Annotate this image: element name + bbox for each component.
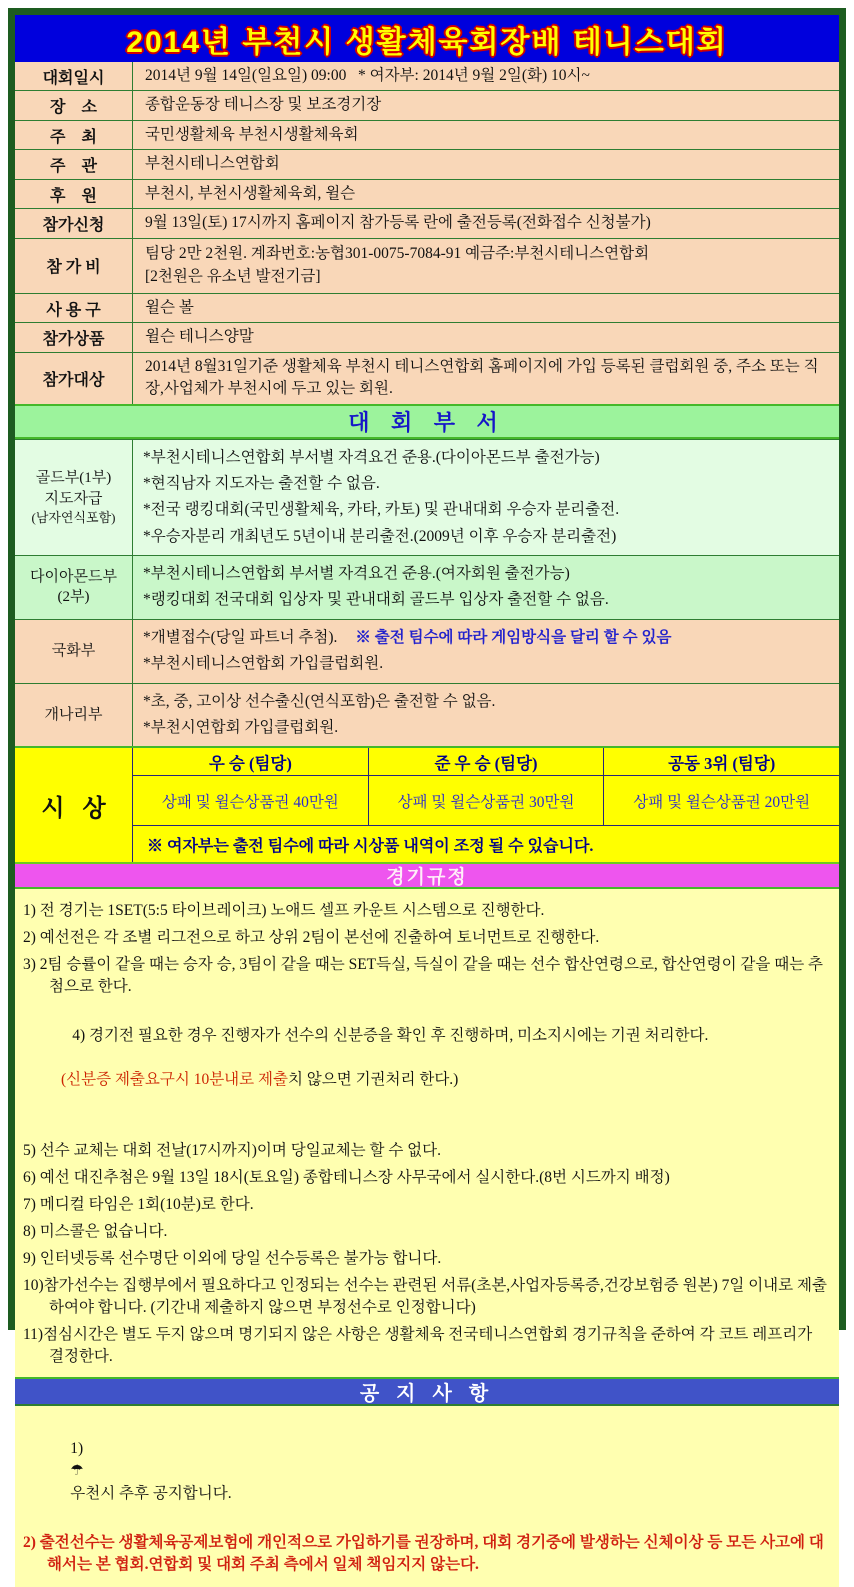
division-rule: *전국 랭킹대회(국민생활체육, 카타, 카토) 및 관내대회 우승자 분리출전.	[143, 501, 620, 519]
rule-item: 8) 미스콜은 없습니다.	[23, 1223, 168, 1241]
awards-col-header-third: 공동 3위 (팀당)	[604, 748, 839, 776]
info-table	[15, 62, 839, 404]
row-label: 장 소	[15, 91, 133, 119]
rule-item: 11)점심시간은 별도 두지 않으며 명기되지 않은 사항은 생활체육 전국테니스연합회 경기규칙을 준하여 각 코트 레프리가 결정한다.	[23, 1326, 817, 1366]
rule-item: 9) 인터넷등록 선수명단 이외에 당일 선수등록은 불가능 합니다.	[23, 1250, 442, 1268]
division-rule: *부천시테니스연합회 부서별 자격요건 준용.(다이아몬드부 출전가능)	[143, 448, 600, 466]
section-title: 경기규정	[386, 867, 468, 889]
rule-item: 2) 예선전은 각 조별 리그전으로 하고 상위 2팀이 본선에 진출하여 토너먼트로 진행한다.	[23, 929, 600, 947]
rule-item: 10)참가선수는 집행부에서 필요하다고 인정되는 선수는 관련된 서류(초본,사업자등록증,건강보험증 원본) 7일 이내로 제출하여야 합니다. (기간내 제출하지 않으면 부정선수로 인정합니다)	[23, 1277, 827, 1317]
table-row-registration	[15, 208, 839, 237]
row-label: 참 가 비	[15, 239, 133, 293]
division-label: 다이아몬드부	[30, 569, 117, 586]
row-value: 윌슨 테니스양말	[145, 328, 254, 346]
table-row-gift	[15, 322, 839, 351]
row-label: 후 원	[15, 180, 133, 208]
rules-list	[15, 887, 839, 1377]
row-label: 사 용 구	[15, 294, 133, 322]
section-title: 대 회 부 서	[348, 409, 506, 435]
row-value: 부천시테니스연합회	[145, 155, 280, 173]
division-rule-note: ※ 출전 팀수에 따라 게임방식을 달리 할 수 있음	[355, 628, 672, 646]
table-row-organizer	[15, 149, 839, 178]
table-row-date	[15, 62, 839, 90]
page-title: 2014년 부천시 생활체육회장배 테니스대회	[126, 25, 728, 59]
umbrella-icon: ☂	[70, 1463, 84, 1480]
awards-value-third: 상패 및 윌슨상품권 20만원	[604, 776, 839, 826]
section-header-divisions	[15, 404, 839, 439]
awards-col-header-runnerup: 준 우 승 (팀당)	[369, 748, 605, 776]
table-row-eligibility	[15, 352, 839, 404]
division-rule: *우승자분리 개최년도 5년이내 분리출전.(2009년 이후 우승자 분리출전)	[143, 527, 617, 545]
division-rule: *초, 중, 고이상 선수출신(연식포함)은 출전할 수 없음.	[143, 692, 496, 710]
table-row-host	[15, 120, 839, 149]
notice-item: 1) ☂ 우천시 추후 공지합니다.	[70, 1439, 232, 1502]
section-title: 공 지 사 항	[359, 1383, 495, 1406]
awards-label: 시 상	[15, 748, 133, 862]
division-rule: *부천시연합회 가입클럽회원.	[143, 718, 339, 736]
row-label: 주 최	[15, 121, 133, 149]
row-value-line1: 팀당 2만 2천원. 계좌번호:농협301-0075-7084-91 예금주:부천시테니스연합회	[145, 245, 650, 263]
awards-col-header-winner: 우 승 (팀당)	[133, 748, 369, 776]
row-label: 참가상품	[15, 323, 133, 351]
row-label: 대회일시	[15, 62, 133, 90]
rule-item-red-note: (신분증 제출요구시 10분내로 제출	[61, 1071, 288, 1089]
awards-section	[15, 746, 839, 862]
section-header-rules	[15, 862, 839, 887]
row-value: 2014년 8월31일기준 생활체육 부천시 테니스연합회 홈페이지에 가입 등록된 클럽회원 중, 주소 또는 직장,사업체가 부천시에 두고 있는 회원.	[145, 357, 819, 398]
table-row-ball	[15, 293, 839, 322]
table-row-place	[15, 90, 839, 119]
division-label: (2부)	[57, 589, 90, 606]
division-rule: *개별접수(당일 파트너 추첨).	[143, 628, 338, 646]
division-label: 골드부(1부)	[35, 470, 112, 487]
awards-note: ※ 여자부는 출전 팀수에 따라 시상품 내역이 조정 될 수 있습니다.	[147, 837, 594, 855]
awards-value-runnerup: 상패 및 윌슨상품권 30만원	[369, 776, 605, 826]
division-label: 국화부	[51, 643, 96, 660]
division-label: 지도자급	[44, 490, 103, 507]
rule-item: 5) 선수 교체는 대회 전날(17시까지)이며 당일교체는 할 수 없다.	[23, 1142, 441, 1160]
awards-value-winner: 상패 및 윌슨상품권 40만원	[133, 776, 369, 826]
division-label-sub: (남자연식포함)	[31, 509, 116, 525]
row-label: 참가대상	[15, 353, 133, 404]
table-row-sponsor	[15, 179, 839, 208]
rule-item: 4) 경기전 필요한 경우 진행자가 선수의 신분증을 확인 후 진행하며, 미소지시에는 기권 처리한다. (신분증 제출요구시 10분내로 제출치 않으면 기권처리 한다.)	[61, 1027, 709, 1089]
division-row-diamond	[15, 555, 839, 619]
row-label: 주 관	[15, 150, 133, 178]
rule-item: 7) 메디컬 타임은 1회(10분)로 한다.	[23, 1196, 254, 1214]
tournament-notice-document	[8, 8, 846, 1574]
division-label: 개나리부	[44, 706, 103, 723]
row-value-line2: [2천원은 유소년 발전기금]	[145, 267, 321, 285]
division-row-gukhwa	[15, 619, 839, 683]
division-rule: *랭킹대회 전국대회 입상자 및 관내대회 골드부 입상자 출전할 수 없음.	[143, 591, 609, 609]
row-value: 2014년 9월 14일(일요일) 09:00 * 여자부: 2014년 9월 2일(화) 10시~	[145, 67, 590, 84]
notice-item-insurance: 2) 출전선수는 생활체육공제보험에 개인적으로 가입하기를 권장하며, 대회 경기중에 발생하는 신체이상 등 모든 사고에 대해서는 본 협회.연합회 및 대회 주최 측에서 일체 책임지지 않는다.	[23, 1533, 824, 1574]
table-row-fee	[15, 238, 839, 293]
division-rule: *부천시테니스연합회 가입클럽회원.	[143, 655, 384, 673]
rule-item: 3) 2팀 승률이 같을 때는 승자 승, 3팀이 같을 때는 SET득실, 득실이 같을 때는 선수 합산연령으로, 합산연령이 같을 때는 추첨으로 한다.	[23, 956, 824, 996]
title-bar	[15, 15, 839, 62]
row-value: 윌슨 볼	[145, 298, 194, 316]
division-rule: *현직남자 지도자는 출전할 수 없음.	[143, 475, 380, 493]
row-label: 참가신청	[15, 209, 133, 237]
rule-item: 6) 예선 대진추첨은 9월 13일 18시(토요일) 종합테니스장 사무국에서 실시한다.(8번 시드까지 배정)	[23, 1169, 670, 1187]
section-header-notices	[15, 1377, 839, 1404]
row-value: 9월 13일(토) 17시까지 홈페이지 참가등록 란에 출전등록(전화접수 신청불가)	[145, 214, 651, 232]
notices-list	[15, 1404, 839, 1587]
division-rule: *부천시테니스연합회 부서별 자격요건 준용.(여자회원 출전가능)	[143, 565, 570, 583]
rule-item: 1) 전 경기는 1SET(5:5 타이브레이크) 노애드 셀프 카운트 시스템으로 진행한다.	[23, 902, 545, 920]
row-value: 종합운동장 테니스장 및 보조경기장	[145, 96, 382, 114]
awards-table	[133, 748, 839, 862]
division-row-gaenari	[15, 683, 839, 747]
row-value: 부천시, 부천시생활체육회, 윌슨	[145, 184, 356, 202]
row-value: 국민생활체육 부천시생활체육회	[145, 125, 359, 143]
division-row-gold	[15, 439, 839, 555]
